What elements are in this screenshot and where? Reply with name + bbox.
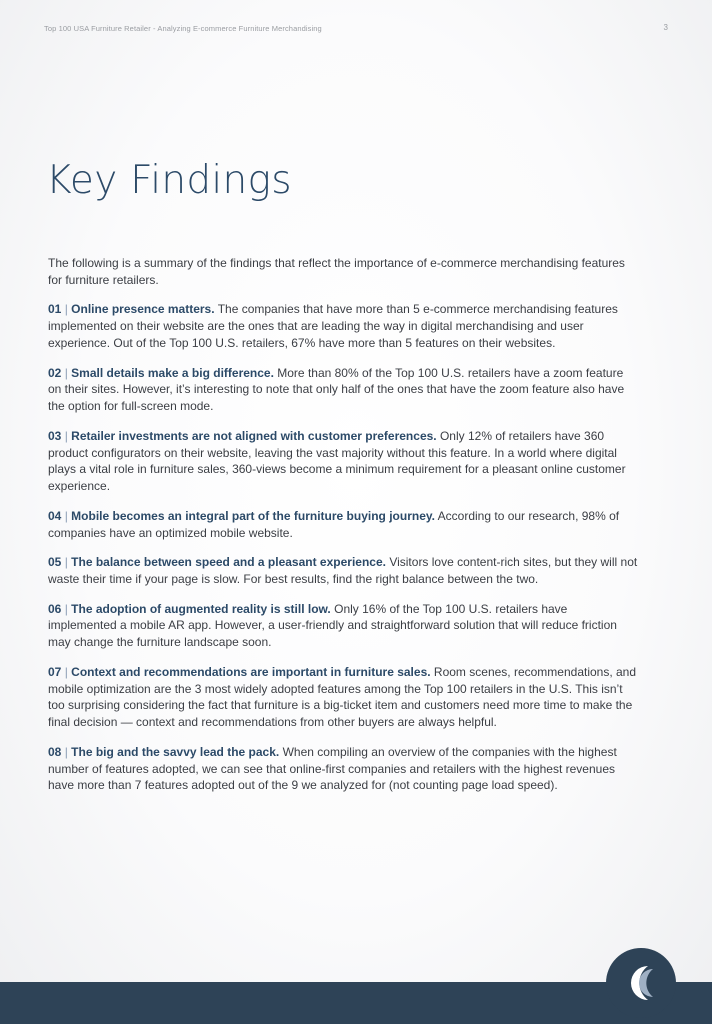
finding-heading: Context and recommendations are important in furniture sales.: [71, 664, 431, 679]
finding-number: 05: [48, 555, 62, 570]
finding-item: [48, 601, 638, 651]
finding-separator: |: [64, 744, 68, 759]
page-number: 3: [663, 23, 668, 32]
finding-body: Visitors love content-rich sites, but they will not waste their time if your page is slow. For best results, find the right balance between the two.: [48, 555, 638, 586]
finding-heading: The big and the savvy lead the pack.: [71, 744, 280, 759]
finding-number: 04: [48, 508, 62, 523]
finding-item: [48, 428, 638, 495]
finding-number: 06: [48, 601, 62, 616]
finding-body: The companies that have more than 5 e-commerce merchandising features implemented on their website are the ones that are leading the way in digital merchandising and user experience. Out of the Top 100 U.S. retailers, 67% have more than 5 features on their websites.: [48, 302, 618, 350]
finding-number: 07: [48, 664, 62, 679]
finding-body: Only 12% of retailers have 360 product configurators on their website, leaving the vast majority without this feature. In a world where digital plays a vital role in furniture sales, 360-views become a minimum requirement for a pleasant online customer experience.: [48, 428, 626, 494]
running-header: Top 100 USA Furniture Retailer - Analyzing E-commerce Furniture Merchandising: [44, 24, 322, 33]
finding-number: 03: [48, 428, 62, 443]
finding-separator: |: [64, 302, 68, 317]
finding-item: [48, 744, 638, 794]
finding-item: [48, 365, 638, 415]
finding-separator: |: [64, 508, 68, 523]
page-title: Key Findings: [46, 158, 292, 203]
finding-item: [48, 664, 638, 731]
finding-body: More than 80% of the Top 100 U.S. retailers have a zoom feature on their sites. However, it’s interesting to note that only half of the ones that have the zoom feature also have the option for full-screen mode.: [48, 365, 625, 414]
finding-item: [48, 554, 638, 588]
finding-separator: |: [64, 601, 68, 616]
finding-separator: |: [64, 428, 68, 443]
finding-heading: Online presence matters.: [71, 302, 215, 317]
finding-heading: Small details make a big difference.: [71, 365, 274, 380]
finding-number: 01: [48, 302, 62, 317]
finding-number: 02: [48, 365, 62, 380]
finding-item: [48, 301, 638, 351]
finding-body: Only 16% of the Top 100 U.S. retailers have implemented a mobile AR app. However, a user-friendly and straightforward solution that will reduce friction may change the furniture landscape soon.: [48, 601, 617, 650]
finding-body: When compiling an overview of the companies with the highest number of features adopted, we can see that online-first companies and retailers with the highest revenues have more than 7 features adopted out of the 9 we analyzed for (not counting page load speed).: [48, 744, 617, 793]
crescent-c-logo-icon: [606, 948, 676, 1018]
finding-heading: Mobile becomes an integral part of the furniture buying journey.: [71, 508, 435, 523]
finding-separator: |: [64, 664, 68, 679]
finding-separator: |: [64, 365, 68, 380]
intro-paragraph: The following is a summary of the findings that reflect the importance of e-commerce merchandising features for furniture retailers.: [48, 256, 625, 287]
finding-body: According to our research, 98% of companies have an optimized mobile website.: [48, 508, 620, 540]
finding-separator: |: [64, 555, 68, 570]
finding-number: 08: [48, 744, 62, 759]
findings-content: [48, 255, 638, 807]
finding-heading: The balance between speed and a pleasant experience.: [71, 555, 386, 570]
finding-item: [48, 508, 638, 542]
finding-heading: The adoption of augmented reality is still low.: [71, 601, 331, 616]
finding-body: Room scenes, recommendations, and mobile optimization are the 3 most widely adopted features among the Top 100 retailers in the U.S. This isn’t too surprising considering the fact that furniture is a big-ticket item and customers need more time to make the final decision — context and recommendations from other buyers are always helpful.: [48, 664, 637, 730]
finding-heading: Retailer investments are not aligned with customer preferences.: [71, 428, 437, 443]
